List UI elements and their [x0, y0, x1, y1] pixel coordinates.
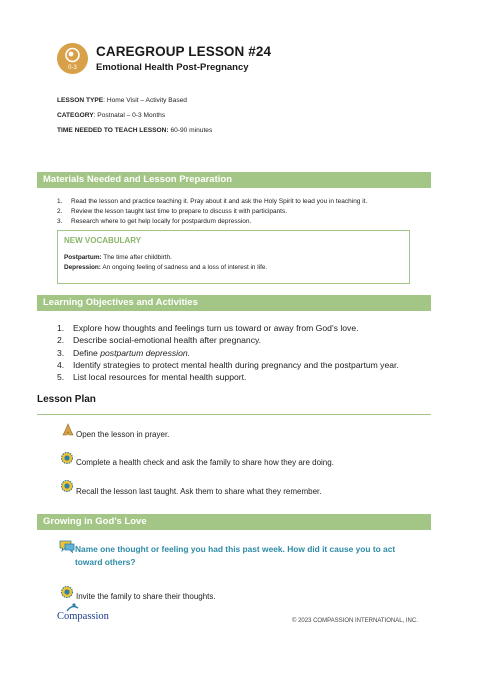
discussion-question: Name one thought or feeling you had this past week. How did it cause you to act toward others? — [75, 544, 396, 567]
materials-heading: Materials Needed and Lesson Preparation — [37, 172, 431, 188]
sun-icon — [60, 451, 74, 465]
page-title: CAREGROUP LESSON #24 — [96, 44, 272, 59]
list-item: 1. Read the lesson and practice teaching it. Pray about it and ask the Holy Spirit to lead you in teaching it. — [57, 198, 368, 205]
plan-item-recall: Recall the lesson last taught. Ask them to share what they remember. — [76, 487, 322, 496]
objectives-list — [57, 322, 399, 383]
compassion-logo: Compassion — [57, 611, 109, 622]
vocab-item-depression: Depression: An ongoing feeling of sadness and a loss of interest in life. — [64, 264, 268, 271]
growing-heading: Growing in God’s Love — [37, 514, 431, 530]
list-item: 1. Explore how thoughts and feelings turn us toward or away from God’s love. — [57, 323, 359, 333]
lesson-category: CATEGORY: Postnatal – 0-3 Months — [57, 112, 166, 119]
invite-share-text: Invite the family to share their thoughts. — [76, 592, 216, 601]
lesson-plan-divider — [37, 414, 431, 415]
lesson-type: LESSON TYPE: Home Visit – Activity Based — [57, 97, 187, 104]
lesson-logo-icon — [57, 43, 88, 74]
praying-hands-icon — [61, 423, 75, 437]
list-item: 3. Define postpartum depression. — [57, 347, 191, 358]
sun-icon — [60, 479, 74, 493]
plan-item-health-check: Complete a health check and ask the family to share how they are doing. — [76, 458, 334, 467]
plan-item-prayer: Open the lesson in prayer. — [76, 430, 170, 439]
objectives-heading: Learning Objectives and Activities — [37, 295, 431, 311]
list-item: 4. Identify strategies to protect mental health during pregnancy and the postpartum year. — [57, 359, 399, 370]
materials-list — [57, 197, 367, 227]
logo-age-label: 0-3 — [68, 65, 77, 71]
copyright-notice: © 2023 COMPASSION INTERNATIONAL, INC. — [292, 618, 418, 624]
list-item: 2. Describe social-emotional health after pregnancy. — [57, 335, 262, 346]
vocab-item-postpartum: Postpartum: The time after childbirth. — [64, 254, 172, 261]
list-item: 5. List local resources for mental health support. — [57, 372, 247, 383]
lesson-time: TIME NEEDED TO TEACH LESSON: 60-90 minutes — [57, 127, 213, 134]
vocabulary-title: NEW VOCABULARY — [64, 236, 142, 245]
page-subtitle: Emotional Health Post-Pregnancy — [96, 62, 249, 73]
list-item: 2. Review the lesson taught last time to prepare to discuss it with participants. — [57, 208, 288, 215]
sun-icon — [60, 585, 74, 599]
speech-bubble-icon — [59, 539, 75, 553]
lesson-plan-heading: Lesson Plan — [37, 394, 96, 405]
list-item: 3. Research where to get help locally for postpardum depression. — [57, 218, 252, 225]
compassion-figure-icon — [65, 603, 79, 612]
